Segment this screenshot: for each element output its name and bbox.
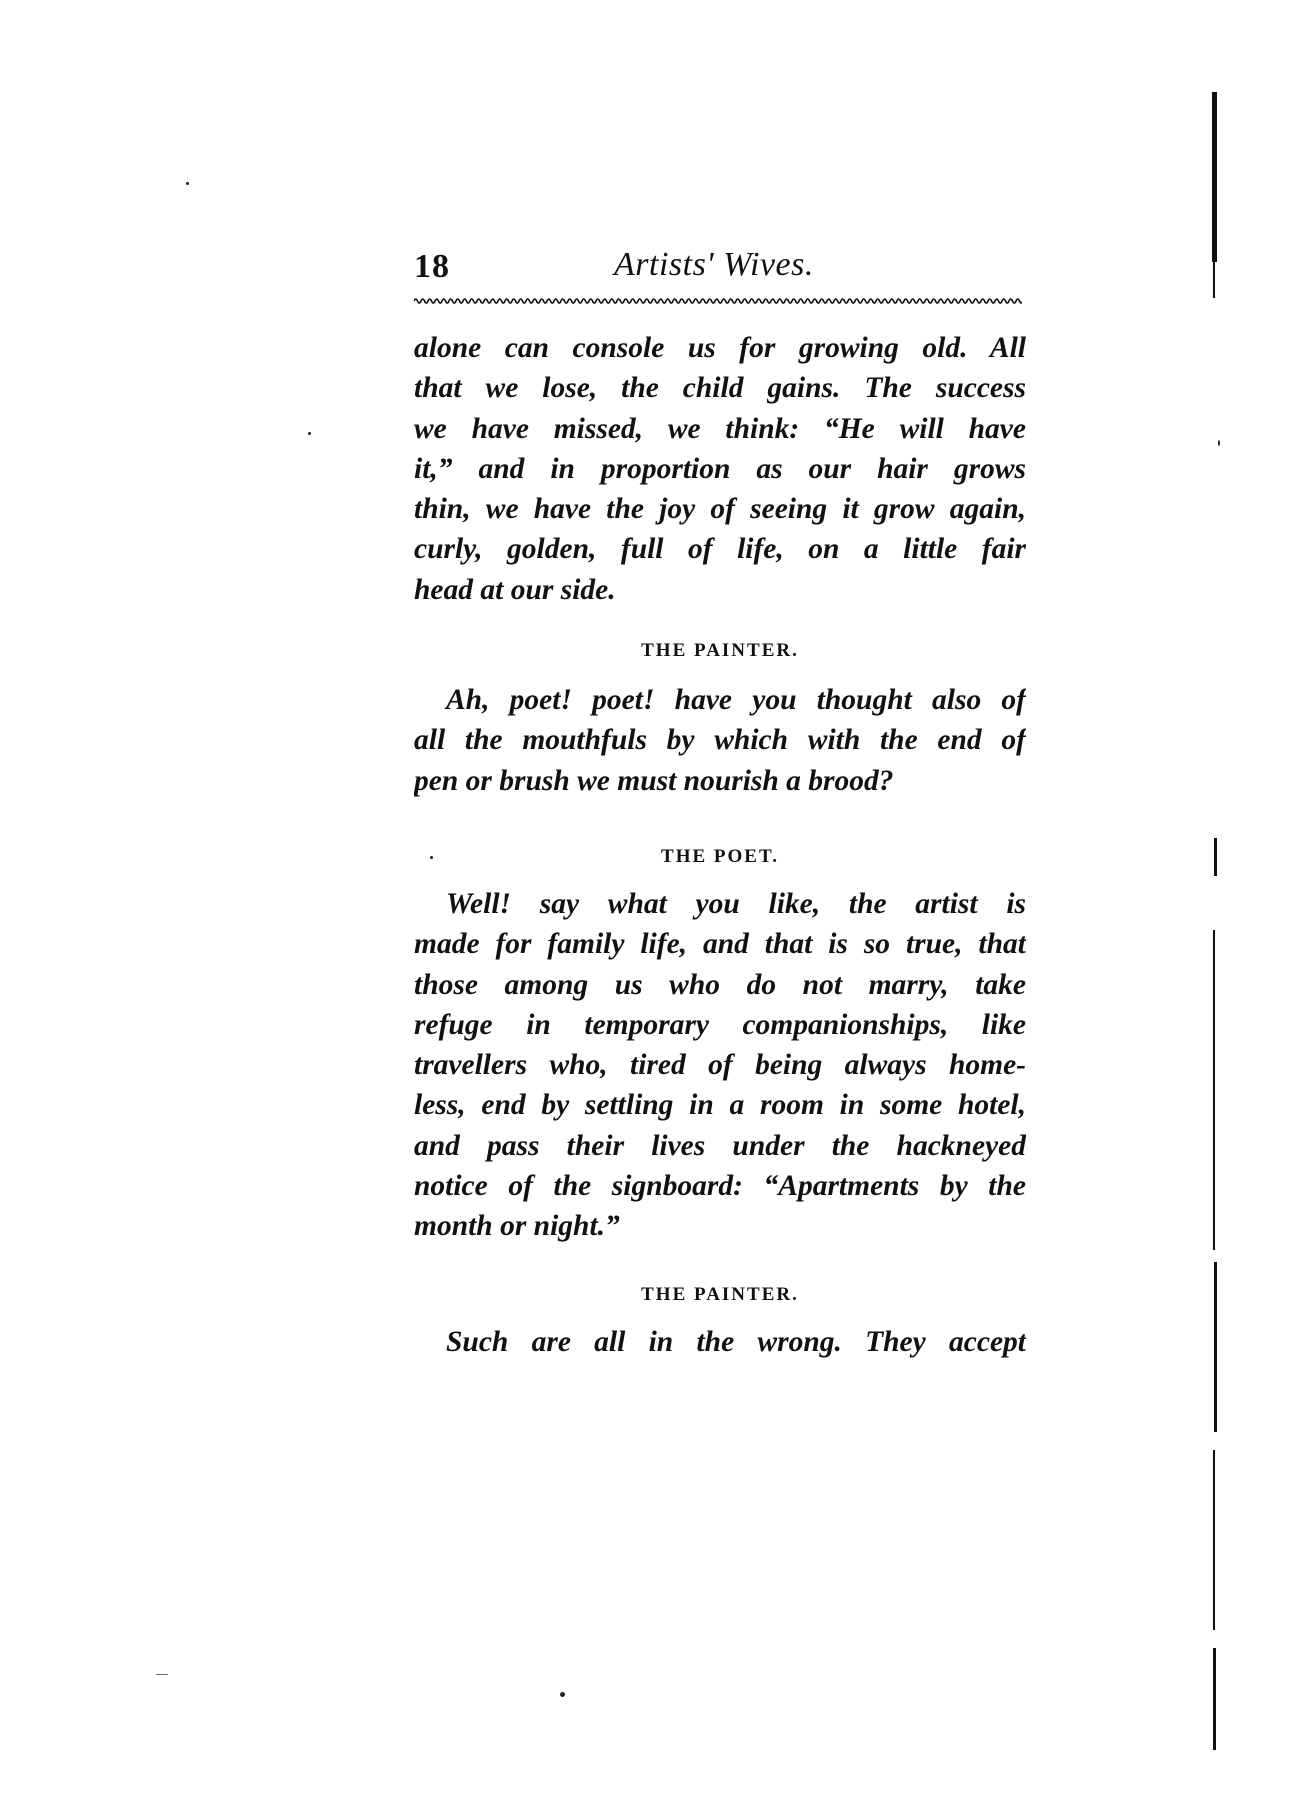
passage-continuation xyxy=(414,328,1026,610)
scan-speck xyxy=(1218,440,1220,446)
scan-edge-mark xyxy=(1214,838,1217,876)
passage-poet xyxy=(414,884,1026,1247)
page-header xyxy=(414,244,1024,294)
text-line: we have missed, we think: “He will have xyxy=(414,412,1026,445)
text-line: those among us who do not marry, take xyxy=(414,968,1026,1001)
scan-edge-mark xyxy=(1213,1450,1215,1630)
text-line: Well! say what you like, the artist is xyxy=(446,888,1026,920)
wavy-rule xyxy=(414,296,1022,306)
text-line: Ah, poet! poet! have you thought also of xyxy=(446,684,1026,716)
scan-speck xyxy=(156,1674,168,1675)
scan-edge-mark xyxy=(1213,930,1215,1250)
scan-speck xyxy=(308,432,311,435)
page-number: 18 xyxy=(414,248,450,285)
text-line: it,” and in proportion as our hair grows xyxy=(414,452,1026,485)
text-line: thin, we have the joy of seeing it grow again, xyxy=(414,493,1026,526)
scan-speck xyxy=(560,1692,565,1697)
text-line: all the mouthfuls by which with the end of xyxy=(414,724,1026,757)
text-line: pen or brush we must nourish a brood? xyxy=(414,764,894,797)
text-line: curly, golden, full of life, on a little fair xyxy=(414,533,1026,566)
passage-painter-2 xyxy=(414,1322,1026,1362)
scan-speck xyxy=(186,182,189,185)
text-line: made for family life, and that is so true, that xyxy=(414,928,1026,961)
scan-edge-mark xyxy=(1213,262,1215,298)
scan-edge-mark xyxy=(1214,1262,1217,1432)
speaker-heading: THE POET. xyxy=(661,846,779,867)
speaker-heading: THE PAINTER. xyxy=(641,1284,799,1305)
scan-speck xyxy=(430,856,433,859)
text-line: Such are all in the wrong. They accept xyxy=(446,1326,1026,1358)
running-title: Artists' Wives. xyxy=(614,246,814,283)
text-line: and pass their lives under the hackneyed xyxy=(414,1129,1026,1162)
text-line: travellers who, tired of being always home- xyxy=(414,1049,1026,1082)
text-line: alone can console us for growing old. All xyxy=(414,332,1026,364)
text-line: refuge in temporary companionships, like xyxy=(414,1008,1026,1041)
text-line: month or night.” xyxy=(414,1210,620,1243)
text-line: head at our side. xyxy=(414,573,616,606)
passage-painter xyxy=(414,680,1026,801)
text-line: less, end by settling in a room in some hotel, xyxy=(414,1089,1026,1122)
speaker-heading: THE PAINTER. xyxy=(641,640,799,661)
text-line: that we lose, the child gains. The success xyxy=(414,372,1026,405)
text-line: notice of the signboard: “Apartments by the xyxy=(414,1170,1026,1203)
scan-edge-mark xyxy=(1212,92,1217,262)
scan-edge-mark xyxy=(1213,1648,1216,1750)
